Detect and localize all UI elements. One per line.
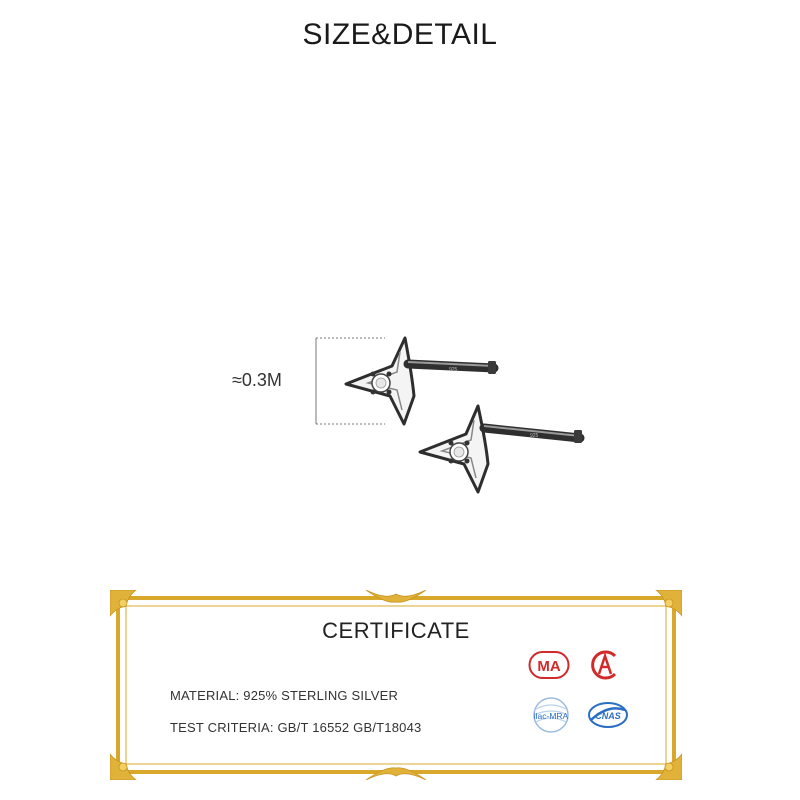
svg-text:ilac-MRA: ilac-MRA: [533, 711, 569, 721]
ilac-mra-logo-icon: [528, 695, 574, 735]
material-text: MATERIAL: 925% STERLING SILVER: [170, 688, 399, 703]
ma-logo-icon: [528, 650, 570, 680]
cnas-logo-icon: [586, 700, 630, 730]
page-title: SIZE&DETAIL: [302, 18, 498, 51]
certificate-title: CERTIFICATE: [322, 618, 470, 643]
size-label: ≈0.3M: [232, 370, 282, 390]
cal-logo-icon: [588, 648, 622, 682]
svg-text:CNAS: CNAS: [595, 711, 621, 721]
svg-text:925: 925: [530, 433, 539, 439]
earring-right: [420, 406, 582, 492]
test-criteria-text: TEST CRITERIA: GB/T 16552 GB/T18043: [170, 720, 422, 735]
earring-left: [346, 338, 496, 424]
svg-text:MA: MA: [537, 658, 561, 675]
svg-text:925: 925: [449, 367, 458, 373]
